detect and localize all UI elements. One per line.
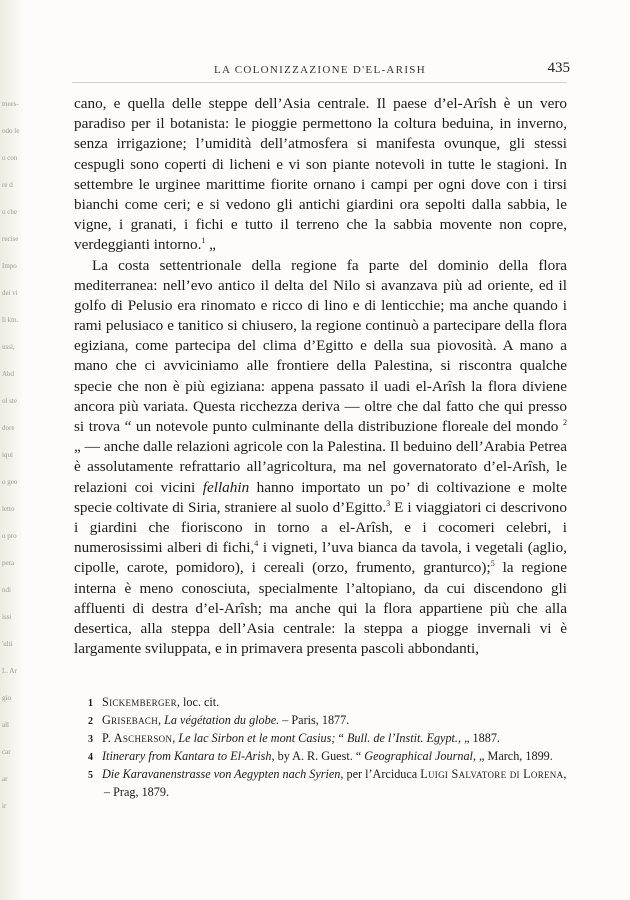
italic-text: La végétation du globe. bbox=[164, 713, 280, 727]
running-title: LA COLONIZZAZIONE D'EL-ARISH bbox=[214, 64, 426, 76]
author-name: Sickemberger bbox=[102, 695, 177, 709]
bleed-fragment: ussì, bbox=[2, 343, 15, 351]
author-name: Luigi Salvatore di Lorena bbox=[420, 767, 564, 781]
footnote bbox=[74, 730, 567, 748]
text-run: , per l’Arciduca bbox=[340, 767, 421, 781]
text-run: , – Prag, 1879. bbox=[104, 767, 567, 799]
bleed-fragment: o con bbox=[2, 154, 18, 162]
bleed-fragment: Abd bbox=[2, 370, 15, 378]
bleed-fragment: iqui bbox=[2, 451, 13, 459]
footnote bbox=[74, 766, 567, 800]
italic-text: Itinerary from Kantara to El-Arish bbox=[102, 749, 272, 763]
text-run: i vigneti, l’uva bianca da tavola, i vegetali (aglio, cipolle, carote, pomidoro), i cereali (orzo, frumento, granturco); bbox=[74, 539, 567, 577]
bleed-fragment: re d bbox=[2, 181, 13, 189]
text-run: “ bbox=[335, 731, 347, 745]
header-rule bbox=[72, 82, 567, 83]
page-number: 435 bbox=[547, 60, 570, 76]
bleed-fragment: dei vi bbox=[2, 289, 18, 297]
bleed-fragment: letto bbox=[2, 505, 15, 513]
footnote bbox=[74, 712, 567, 730]
text-run: , bbox=[172, 731, 179, 745]
footnote-ref: 1 bbox=[201, 236, 206, 246]
bleed-fragment: odo le bbox=[2, 127, 20, 135]
bleed-fragment: all bbox=[2, 721, 9, 729]
bleed-fragment: ol ste bbox=[2, 397, 17, 405]
author-name: Grisebach bbox=[102, 713, 159, 727]
footnote-number: 2 bbox=[88, 716, 93, 727]
bleed-fragment: pera bbox=[2, 559, 15, 567]
italic-text: Die Karavanenstrasse von Aegypten nach Syrien bbox=[102, 767, 341, 781]
footnote-number: 3 bbox=[88, 734, 93, 745]
footnote-number: 5 bbox=[88, 770, 93, 781]
bleed-fragment: 'ulti bbox=[2, 640, 13, 648]
bleed-fragment: Impo bbox=[2, 262, 17, 270]
bleed-fragment: recise bbox=[2, 235, 19, 243]
bleed-fragment: li km. bbox=[2, 316, 19, 324]
text-run: cano, e quella delle steppe dell’Asia centrale. Il paese d’el-Arîsh è un vero paradiso per il botanista: le pioggie permettono la coltura beduina, in inverno, senza irrigazione; l’umidità dell’atmosfera si manifesta ovunque, gli stessi cespugli sono coperti di licheni e vi son piante notevoli in tutte le stagioni. In settembre le urginee marittime fiorite ornano i campi per ogni dove con i tirsi bianchi come ceri; e si vedono gli antichi giardini ora sepolti dalla sabbia, le vigne, i granati, i fichi e tutto il terreno che la sabbia movente non copre, verdeggianti intorno. bbox=[74, 95, 567, 254]
margin-bleed-through bbox=[0, 0, 22, 900]
bleed-fragment: L. Ar bbox=[2, 667, 17, 675]
footnote-number: 4 bbox=[88, 752, 93, 763]
text-run: „ bbox=[205, 236, 216, 254]
text-run: , by A. R. Guest. “ bbox=[271, 749, 365, 763]
footnote-ref: 2 bbox=[563, 417, 567, 427]
text-run: – Paris, 1877. bbox=[279, 713, 350, 727]
paragraph bbox=[74, 256, 567, 660]
text-run: , loc. cit. bbox=[176, 695, 220, 709]
footnote-ref: 5 bbox=[490, 559, 495, 569]
text-run: E i viaggiatori ci descrivono i giardini che fioriscono in torno a el-Arîsh, e i cocomeri celebri, i numerosissimi alberi di fichi, bbox=[74, 498, 567, 557]
author-name: P. Ascherson bbox=[102, 731, 173, 745]
italic-text: Geographical Journal bbox=[364, 749, 473, 763]
footnote-number: 1 bbox=[88, 698, 93, 709]
bleed-fragment: issi bbox=[2, 613, 12, 621]
text-run: , „ March, 1899. bbox=[472, 749, 553, 763]
bleed-fragment: ndi bbox=[2, 586, 11, 594]
bleed-fragment: ir bbox=[2, 802, 7, 810]
text-run: la regione interna è meno conosciuta, specialmente l’altopiano, da cui discendono gli affluenti di destra d’el-Arîsh; ma anche qui la flora appartiene più che alla desertica, alla steppa dell’Asia centrale: la steppa a piogge invernali vi è largamente sviluppata, e in primavera presenta pascoli abbondanti, bbox=[74, 559, 567, 658]
italic-text: Le lac Sirbon et le mont Casius; bbox=[178, 731, 336, 745]
footnote-ref: 3 bbox=[386, 498, 391, 508]
bleed-fragment: o che bbox=[2, 208, 17, 216]
page-header bbox=[70, 60, 570, 80]
text-run: „ — anche dalle relazioni agricole con la Palestina. Il beduino dell’Arabia Petrea è assolutamente refrattario all’agricoltura, ma nel governatorato d’el-Arîsh, le relazioni coi vicini bbox=[74, 438, 567, 496]
bleed-fragment: gio bbox=[2, 694, 11, 702]
text-run: La costa settentrionale della regione fa parte del dominio della flora mediterranea: nell’evo antico il delta del Nilo si avanzava più ad oriente, ed il golfo di Pelusio era rinomato e ricco di lino e di lenticchie; ma anche quando i rami pelusiaco e tanitico si chiusero, la regione continuò a partecipare della flora egiziana, come partecipa del clima d’Egitto e della sua piovosità. A mano a mano che ci avviciniamo alle frontiere della Palestina, si riscontra qualche specie che non è più egiziana: appena passato il uadi el-Arîsh la flora diviene ancora più variata. Questa ricchezza deriva — oltre che dal fatto che qui presso si trova “ un notevole punto culminante della distribuzione floreale del mondo bbox=[74, 256, 567, 435]
footnote-ref: 4 bbox=[254, 539, 259, 549]
bleed-fragment: mees- bbox=[2, 100, 19, 108]
bleed-fragment: o geo bbox=[2, 478, 18, 486]
italic-text: fellahin bbox=[202, 478, 250, 496]
bleed-fragment: o pro bbox=[2, 532, 17, 540]
text-run: hanno importato un po’ di coltivazione e molte specie coltivate di Siria, straniere al suolo d’Egitto. bbox=[74, 478, 567, 516]
paragraph bbox=[74, 94, 567, 256]
text-run: , bbox=[158, 713, 165, 727]
bleed-fragment: dore bbox=[2, 424, 15, 432]
footnotes bbox=[74, 694, 567, 800]
text-run: , „ 1887. bbox=[457, 731, 500, 745]
footnote bbox=[74, 694, 567, 712]
bleed-fragment: car bbox=[2, 748, 11, 756]
body-text bbox=[74, 94, 567, 659]
bleed-fragment: ar bbox=[2, 775, 8, 783]
footnote bbox=[74, 748, 567, 766]
italic-text: Bull. de l’Instit. Egypt. bbox=[346, 731, 458, 745]
